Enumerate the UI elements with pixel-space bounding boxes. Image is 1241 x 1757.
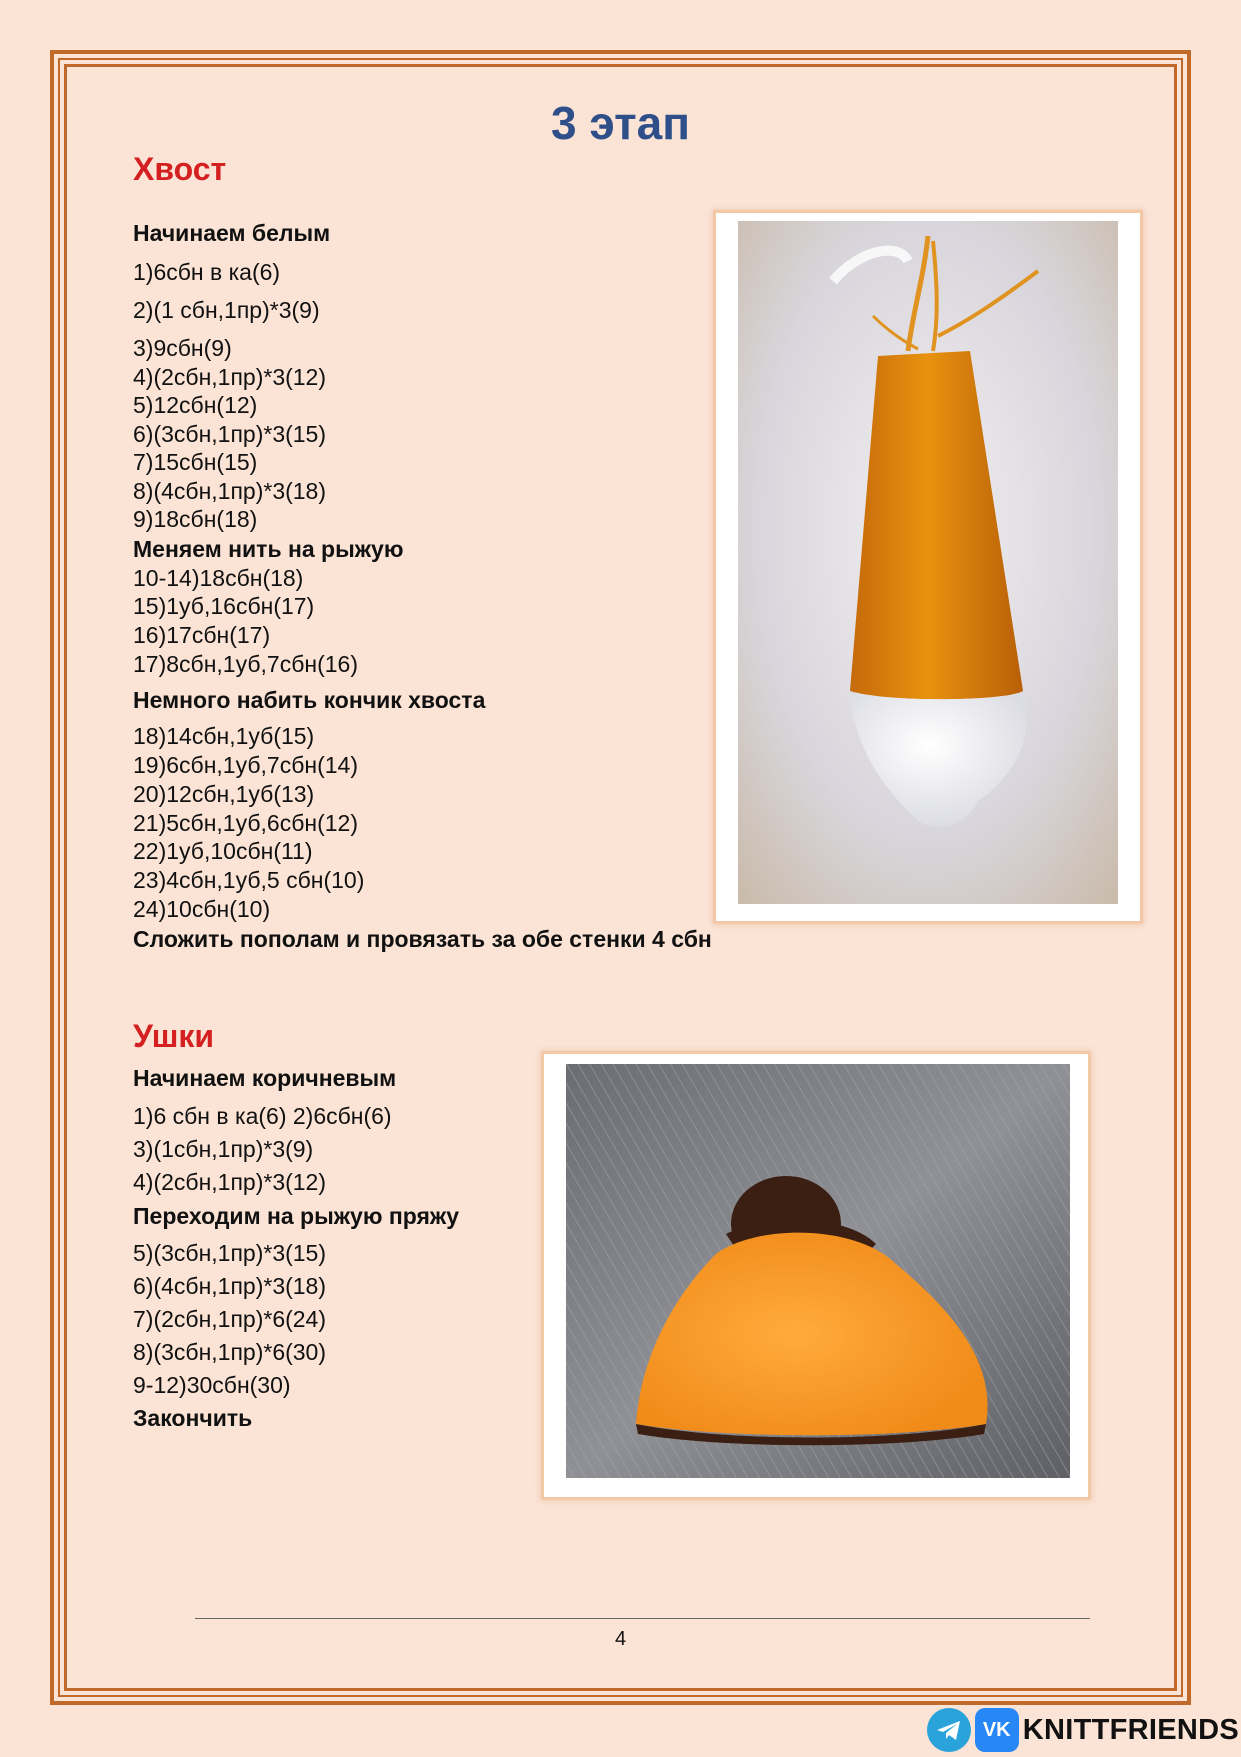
page-number: 4 xyxy=(614,1628,627,1650)
tail-step-4: 4)(2сбн,1пр)*3(12) xyxy=(133,364,327,390)
ears-step-3: 4)(2сбн,1пр)*3(12) xyxy=(133,1169,327,1195)
tail-step-6: 6)(3сбн,1пр)*3(15) xyxy=(133,421,327,447)
tail-step-17: 19)6сбн,1уб,7сбн(14) xyxy=(133,752,358,778)
tail-step-13: 16)17сбн(17) xyxy=(133,622,271,648)
tail-step-14: 17)8сбн,1уб,7сбн(16) xyxy=(133,651,358,677)
tail-step-21: 23)4сбн,1уб,5 сбн(10) xyxy=(133,867,365,893)
brand-name: KNITTFRIENDS xyxy=(1022,1713,1239,1746)
tail-step-15: Немного набить кончик хвоста xyxy=(133,687,486,713)
tail-step-8: 8)(4сбн,1пр)*3(18) xyxy=(133,478,327,504)
ears-step-0: Начинаем коричневым xyxy=(133,1065,397,1091)
ears-step-6: 6)(4сбн,1пр)*3(18) xyxy=(133,1273,327,1299)
ears-step-1: 1)6 сбн в ка(6) 2)6сбн(6) xyxy=(133,1103,392,1129)
crochet-ear-image xyxy=(566,1064,1070,1478)
page-title: 3 этап xyxy=(550,97,691,149)
tail-step-7: 7)15сбн(15) xyxy=(133,449,258,475)
tail-step-11: 10-14)18сбн(18) xyxy=(133,565,304,591)
tail-step-5: 5)12сбн(12) xyxy=(133,392,258,418)
tail-step-2: 2)(1 сбн,1пр)*3(9) xyxy=(133,297,320,323)
tail-step-3: 3)9сбн(9) xyxy=(133,335,232,361)
tail-step-10: Меняем нить на рыжую xyxy=(133,536,404,562)
tail-step-23: Сложить пополам и провязать за обе стенки 4 сбн xyxy=(133,926,712,952)
ears-photo xyxy=(566,1064,1070,1478)
tail-step-16: 18)14сбн,1уб(15) xyxy=(133,723,315,749)
ears-step-10: Закончить xyxy=(133,1405,253,1431)
tail-step-20: 22)1уб,10сбн(11) xyxy=(133,838,313,864)
tail-step-0: Начинаем белым xyxy=(133,220,331,246)
telegram-plane-icon xyxy=(927,1708,971,1752)
ears-step-4: Переходим на рыжую пряжу xyxy=(133,1203,460,1229)
tail-step-22: 24)10сбн(10) xyxy=(133,896,271,922)
ears-step-9: 9-12)30сбн(30) xyxy=(133,1372,291,1398)
ears-step-7: 7)(2сбн,1пр)*6(24) xyxy=(133,1306,327,1332)
ears-step-8: 8)(3сбн,1пр)*6(30) xyxy=(133,1339,327,1365)
tail-step-18: 20)12сбн,1уб(13) xyxy=(133,781,315,807)
ears-step-5: 5)(3сбн,1пр)*3(15) xyxy=(133,1240,327,1266)
brand-watermark xyxy=(927,1708,1239,1752)
footer-divider xyxy=(195,1618,1090,1619)
tail-step-19: 21)5сбн,1уб,6сбн(12) xyxy=(133,810,358,836)
telegram-icon xyxy=(927,1708,971,1752)
tail-step-9: 9)18сбн(18) xyxy=(133,506,258,532)
ears-step-2: 3)(1сбн,1пр)*3(9) xyxy=(133,1136,314,1162)
ears-heading: Ушки xyxy=(133,1018,215,1054)
crochet-tail-image xyxy=(738,221,1118,904)
tail-step-12: 15)1уб,16сбн(17) xyxy=(133,593,315,619)
tail-photo xyxy=(738,221,1118,904)
vk-icon: VK xyxy=(975,1708,1019,1752)
tail-step-1: 1)6сбн в ка(6) xyxy=(133,259,281,285)
tail-heading: Хвост xyxy=(133,151,227,187)
